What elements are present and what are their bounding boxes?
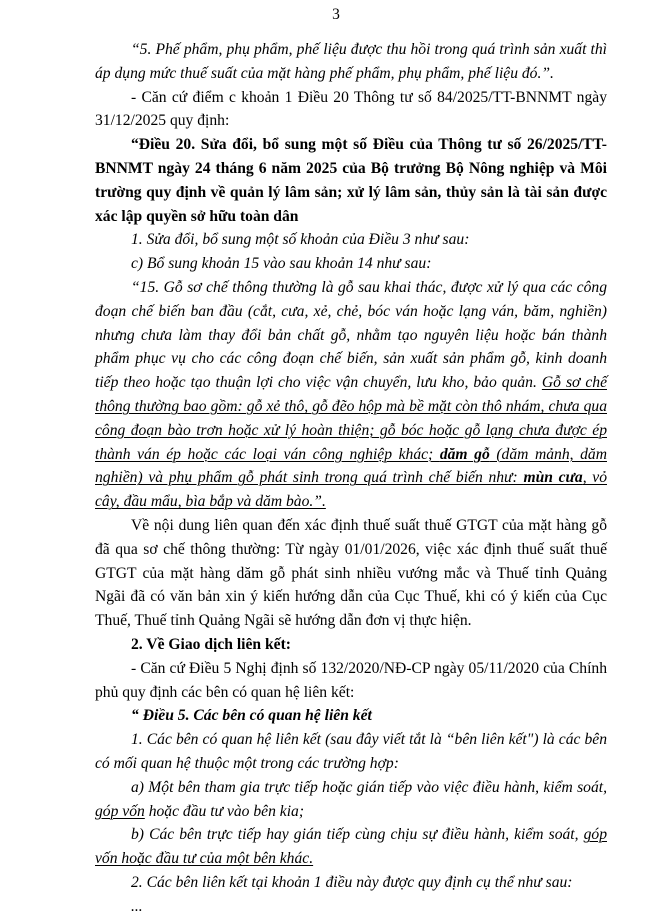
paragraph-quote-clause-5: “5. Phế phẩm, phụ phẩm, phế liệu được thu hồi trong quá trình sản xuất thì áp dụng mức thuế suất của mặt hàng phế phẩm, phụ phẩm, phế liệu đó.”. [95, 41, 607, 82]
paragraph-article-5-clause-1: 1. Các bên có quan hệ liên kết (sau đây viết tắt là “bên liên kết") là các bên có mối quan hệ thuộc một trong các trường hợp: [95, 731, 607, 772]
run-underlined-mid: (dăm mảnh, dăm nghiền) và phụ phẩm gỗ phát sinh trong quá trình chế biến như: [95, 445, 607, 487]
run-bold-dam-go: dăm gỗ [439, 445, 490, 463]
paragraph-point-a [95, 776, 607, 824]
run-point-b-lead: b) Các bên trực tiếp hay gián tiếp cùng chịu sự điều hành, kiểm soát, [131, 826, 584, 844]
paragraph-section-2-heading: 2. Về Giao dịch liên kết: [131, 635, 291, 653]
document-body [95, 38, 607, 918]
paragraph-clause-15-definition [95, 276, 607, 514]
paragraph-citation-circular-84: - Căn cứ điểm c khoản 1 Điều 20 Thông tư số 84/2025/TT-BNNMT ngày 31/12/2025 quy định: [95, 88, 607, 130]
paragraph-item-1-amend: 1. Sửa đổi, bổ sung một số khoản của Điều 3 như sau: [131, 231, 470, 249]
run-underlined-scope: Gỗ sơ chế thông thường bao gồm: gỗ xẻ thô, gỗ đẽo hộp mà bề mặt còn thô nhám, chưa qua công đoạn bào trơn hoặc xử lý hoàn thiện; gỗ bóc hoặc gỗ lạng chưa được ép thành ván ép hoặc các loại ván công nghiệp khác; [95, 374, 607, 463]
run-plain-intro: “15. Gỗ sơ chế thông thường là gỗ sau khai thác, được xử lý qua các công đoạn chế biến ban đầu (cắt, cưa, xẻ, chẻ, bóc ván hoặc lạng ván, băm, nghiền) nhưng chưa làm thay đổi bản chất gỗ, nhằm tạo nguyên liệu hoặc bán thành phẩm phục vụ cho các công đoạn chế biến, sản xuất sản phẩm gỗ, kinh doanh tiếp theo hoặc tạo thuận lợi cho việc vận chuyển, lưu kho, bảo quản. [95, 278, 607, 392]
run-point-a-tail: hoặc đầu tư vào bên kia; [144, 802, 305, 820]
run-underlined-tail: , vỏ cây, đầu mẩu, bìa bắp và dăm bào.”. [95, 469, 607, 511]
paragraph-article-5-heading: “ Điều 5. Các bên có quan hệ liên kết [131, 707, 372, 725]
paragraph-ellipsis: ... [131, 897, 143, 915]
run-point-a-gop-von: góp vốn [95, 802, 145, 820]
paragraph-item-c-add-clause-15: c) Bổ sung khoản 15 vào sau khoản 14 như sau: [131, 255, 432, 273]
paragraph-article-20-heading: “Điều 20. Sửa đổi, bổ sung một số Điều của Thông tư số 26/2025/TT-BNNMT ngày 24 tháng 6 năm 2025 của Bộ trưởng Bộ Nông nghiệp và Môi trường quy định về quản lý lâm sản; xử lý lâm sản, thủy sản là tài sản được xác lập quyền sở hữu toàn dân [95, 136, 607, 225]
run-point-a-lead: a) Một bên tham gia trực tiếp hoặc gián tiếp vào việc điều hành, kiểm soát, [131, 778, 607, 796]
run-bold-mun-cua: mùn cưa [523, 469, 583, 487]
page-number: 3 [332, 6, 340, 23]
run-point-b-gop-von: góp vốn hoặc đầu tư của một bên khác. [95, 826, 607, 868]
paragraph-citation-decree-132: - Căn cứ Điều 5 Nghị định số 132/2020/NĐ-CP ngày 05/11/2020 của Chính phủ quy định các bên có quan hệ liên kết: [95, 659, 607, 701]
paragraph-point-b [95, 823, 607, 871]
paragraph-article-5-clause-2: 2. Các bên liên kết tại khoản 1 điều này được quy định cụ thể như sau: [131, 873, 573, 891]
paragraph-vat-guidance: Về nội dung liên quan đến xác định thuế suất thuế GTGT của mặt hàng gỗ đã qua sơ chế thông thường: Từ ngày 01/01/2026, việc xác định thuế suất thuế GTGT của mặt hàng dăm gỗ phát sinh nhiều vướng mắc và Thuế tỉnh Quảng Ngãi đã có văn bản xin ý kiến hướng dẫn của Cục Thuế, khi có ý kiến của Cục Thuế, Thuế tỉnh Quảng Ngãi sẽ hướng dẫn đơn vị thực hiện. [95, 516, 607, 630]
